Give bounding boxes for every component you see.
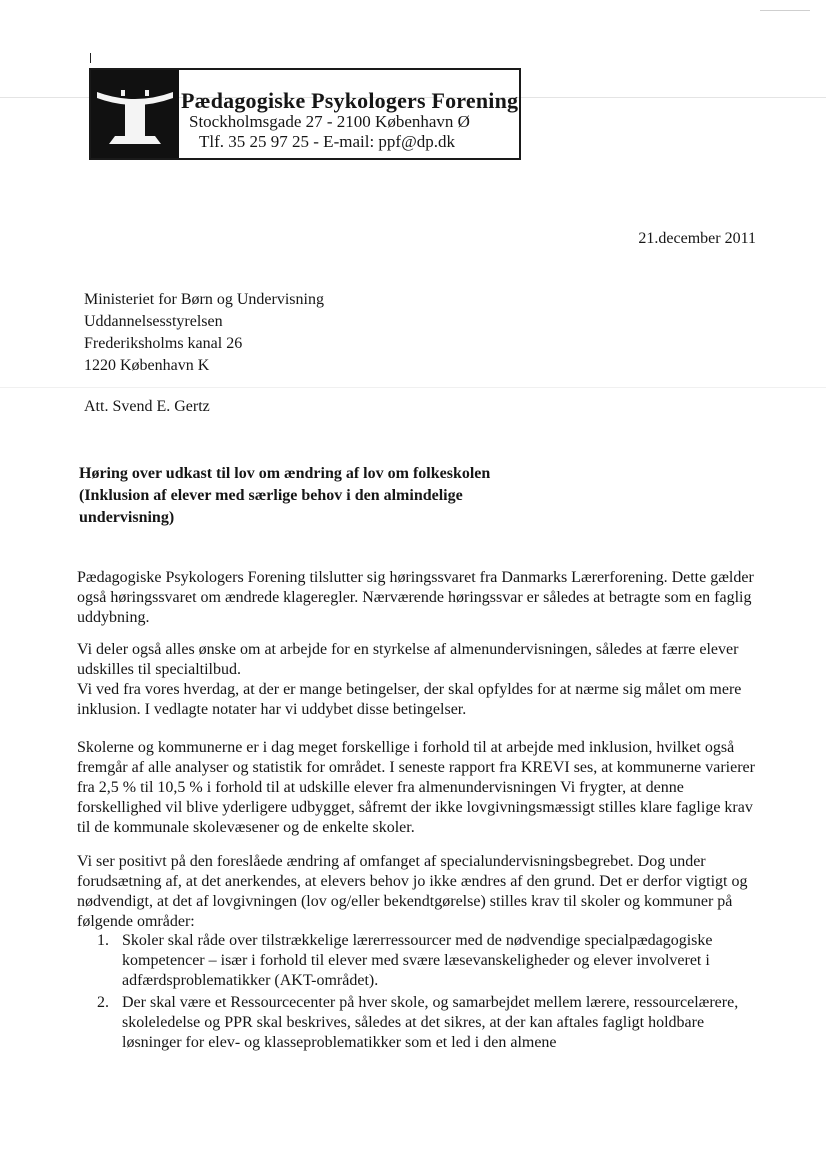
letterhead [89, 68, 521, 160]
scan-artifact-line [0, 387, 826, 388]
body-sentence: Vi ved fra vores hverdag, at der er mange betingelser, der skal opfyldes for at nærme sig målet om mere inklusion. I vedlagte notater har vi uddybet disse betingelser. [77, 681, 742, 718]
list-text: Skoler skal råde over tilstrækkelige lærerressourcer med de nødvendige specialpædagogiske kompetencer – især i forhold til elever med svære læsevanskeligheder og elever involveret i adfærdsproblematikker (AKT-området). [122, 932, 713, 989]
recipient-line: Ministeriet for Børn og Undervisning [84, 291, 324, 308]
list-number: 2. [97, 994, 109, 1011]
body-paragraph: Skolerne og kommunerne er i dag meget forskellige i forhold til at arbejde med inklusion, hvilket også fremgår af alle analyser og statistik for området. I seneste rapport fra KREVI ses, at kommunerne varierer fra 2,5 % til 10,5 % i forhold til at udskille elever fra almenundervisningen Vi frygter, at denne forskellighed vil blive yderligere udbygget, såfremt der ikke lovgivningsmæssigt stilles klare faglige krav til de kommunale skolevæsener og de enkelte skoler. [77, 739, 755, 836]
org-name: Pædagogiske Psykologers Forening [181, 88, 519, 113]
recipient-address [84, 289, 324, 377]
body-paragraph: Vi ser positivt på den foreslåede ændring af omfanget af specialundervisningsbegrebet. Dog under forudsætning af, at det anerkendes, at elevers behov jo ikke ændres af den grund. Det er derfor vigtigt og nødvendigt, at det af lovgivningen (lov og/eller bekendtgørelse) stilles krav til skoler og kommuner på følgende områder: [77, 853, 748, 930]
list-text: Der skal være et Ressourcecenter på hver skole, og samarbejdet mellem lærere, ressourcelærere, skoleledelse og PPR skal beskrives, således at det sikres, at der kan aftales fagligt holdbare løsninger for elev- og klasseproblematikker som et led i den almene [122, 994, 739, 1051]
scan-artifact-line [760, 10, 810, 11]
requirements-list [97, 931, 757, 1055]
body-paragraph [77, 640, 757, 720]
org-contact: Tlf. 35 25 97 25 - E-mail: ppf@dp.dk [199, 132, 455, 151]
logo-pedestal-icon [91, 70, 179, 158]
body-paragraph: Pædagogiske Psykologers Forening tilslutter sig høringssvaret fra Danmarks Lærerforening. Dette gælder også høringssvaret om ændrede klageregler. Nærværende høringssvar er således at betragte som en faglig uddybning. [77, 569, 754, 626]
letter-date: 21.december 2011 [638, 230, 756, 247]
recipient-line: 1220 København K [84, 357, 210, 374]
org-address: Stockholmsgade 27 - 2100 København Ø [189, 112, 470, 131]
scan-tick-mark [90, 53, 91, 63]
list-item [97, 993, 757, 1053]
list-number: 1. [97, 932, 109, 949]
attention-line: Att. Svend E. Gertz [84, 398, 210, 415]
recipient-line: Uddannelsesstyrelsen [84, 313, 223, 330]
subject-line: (Inklusion af elever med særlige behov i den almindelige undervisning) [79, 487, 463, 526]
body-sentence: Vi deler også alles ønske om at arbejde for en styrkelse af almenundervisningen, således at færre elever udskilles til specialtilbud. [77, 641, 739, 678]
recipient-line: Frederiksholms kanal 26 [84, 335, 243, 352]
subject-line: Høring over udkast til lov om ændring af lov om folkeskolen [79, 465, 491, 482]
subject-heading [79, 463, 539, 529]
list-item [97, 931, 757, 991]
